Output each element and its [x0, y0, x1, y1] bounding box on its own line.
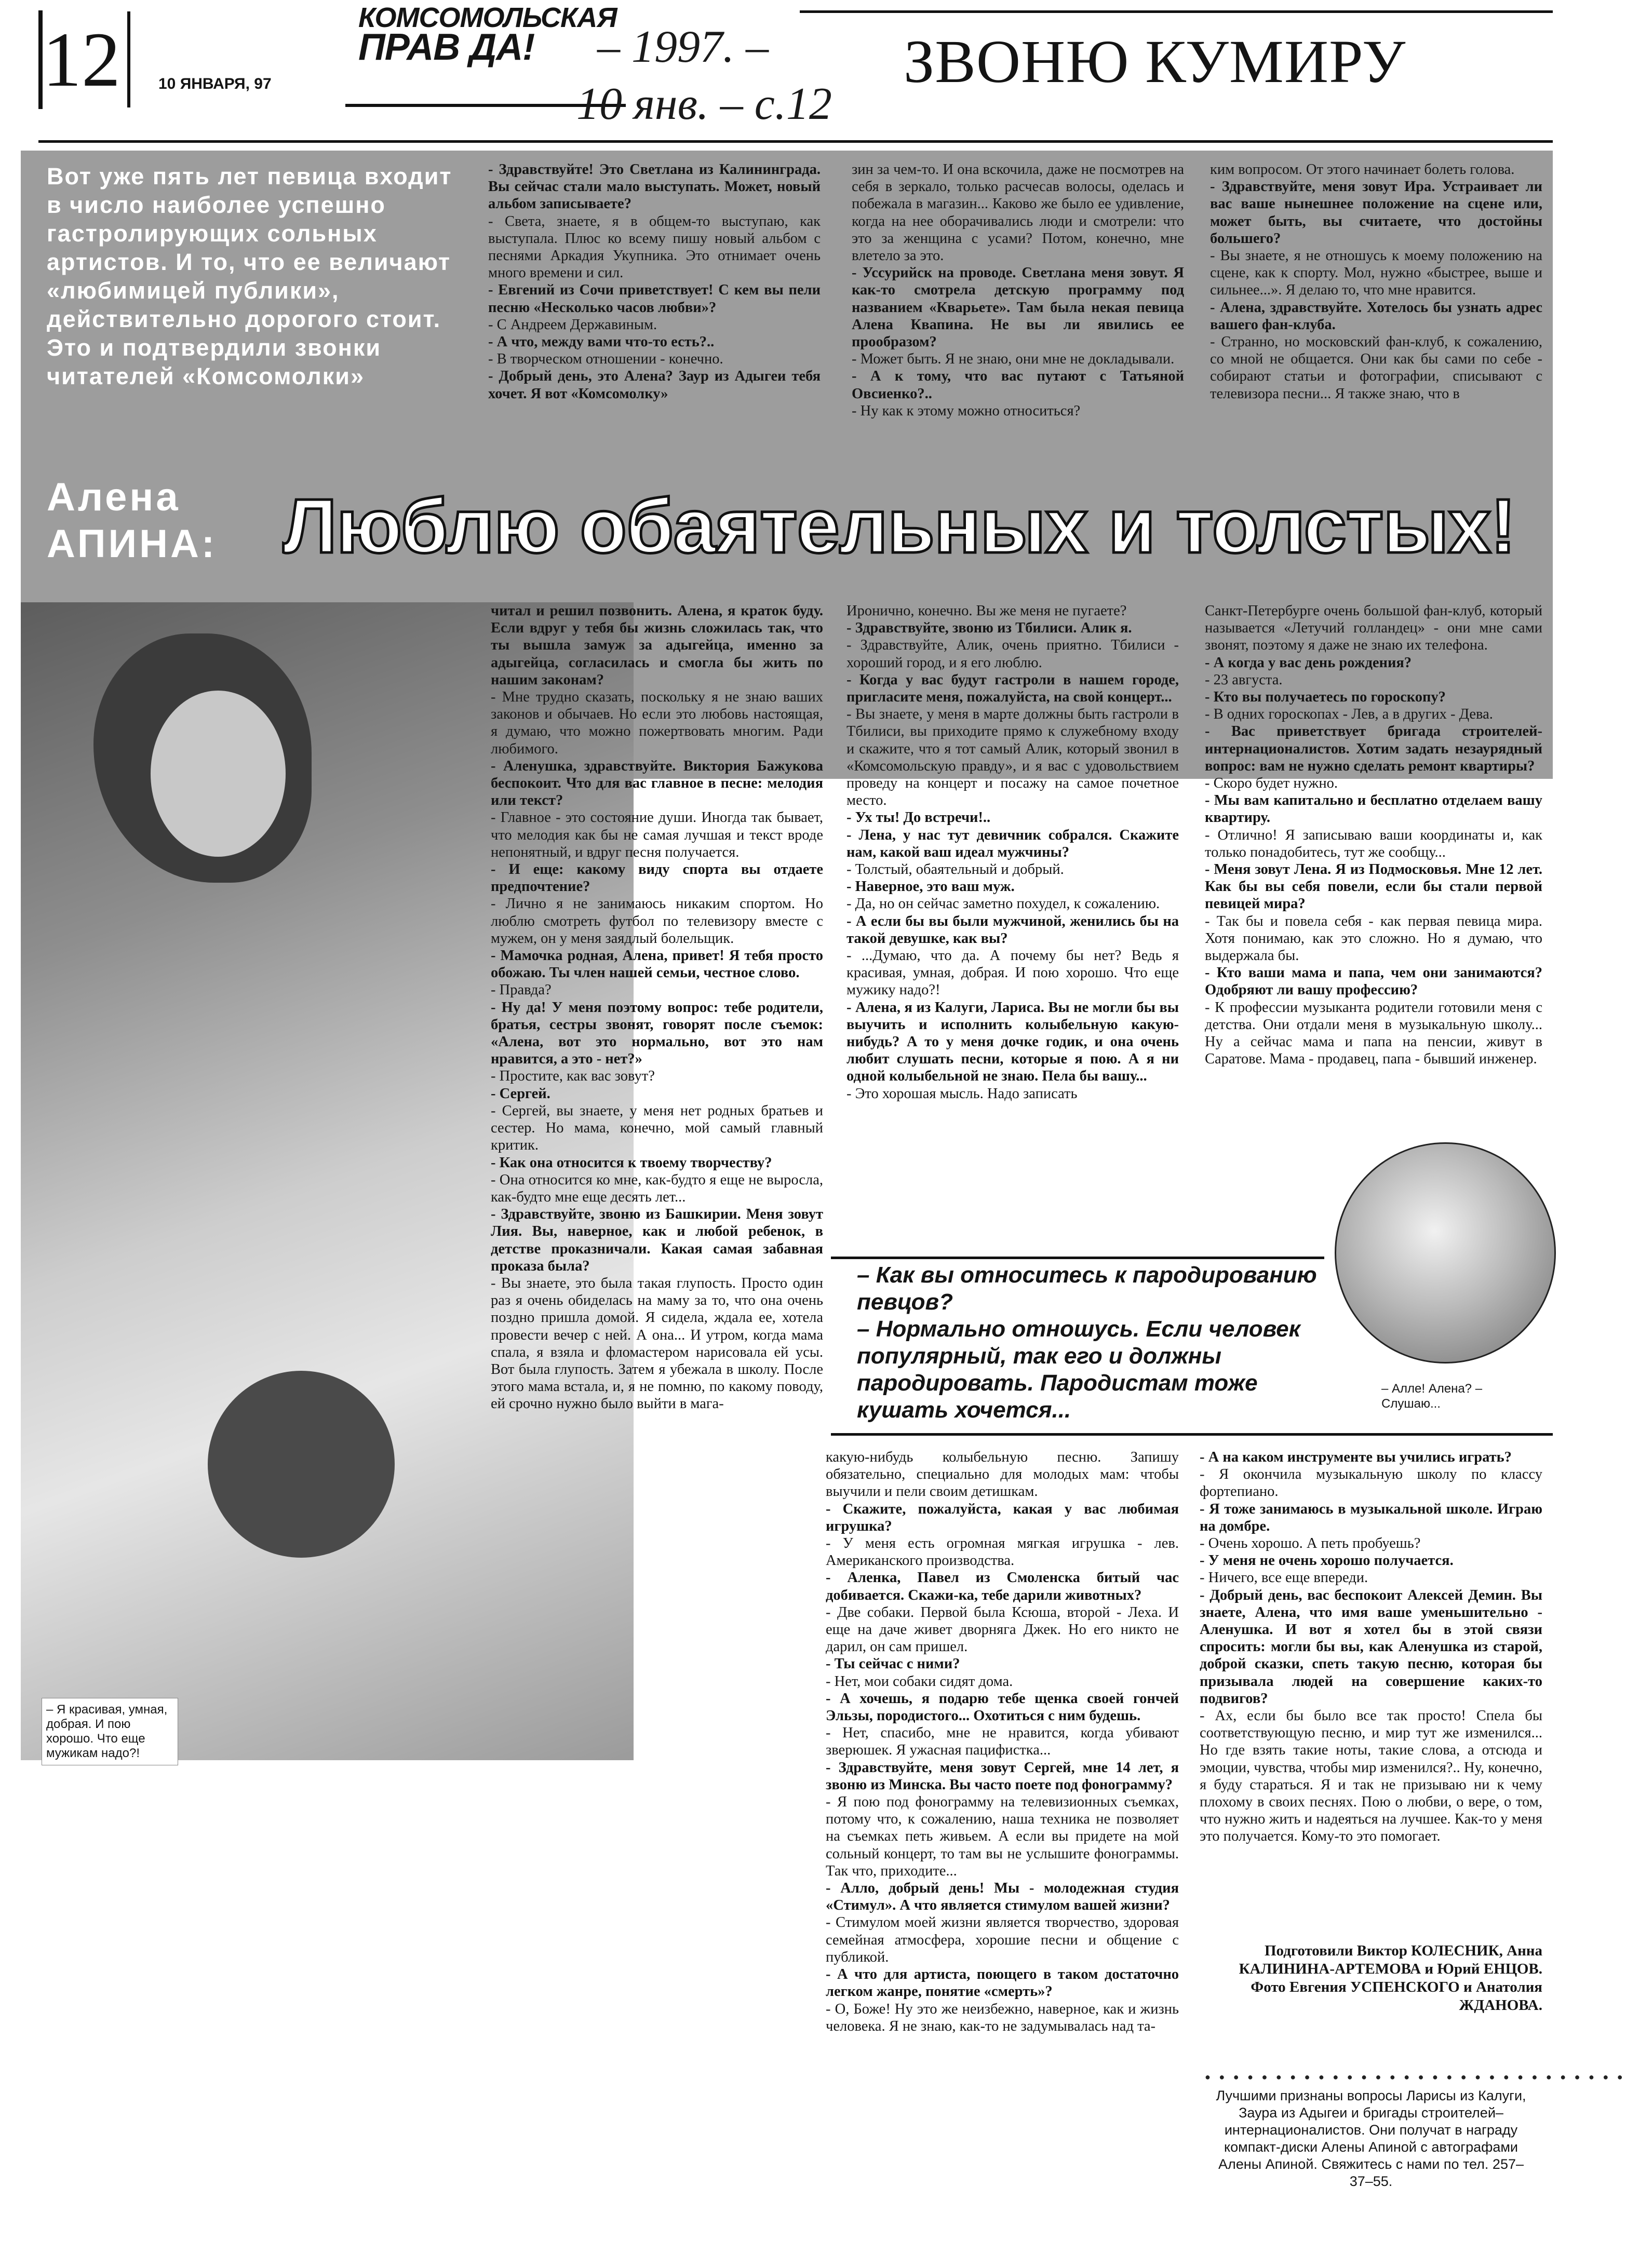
- interviewee-last-name: АПИНА:: [47, 522, 218, 566]
- headline: Люблю обаятельных и толстых!: [283, 483, 1516, 569]
- rubric-rule-top: [800, 10, 1553, 13]
- photo-toy-shape: [208, 1371, 395, 1558]
- credits: Подготовили Виктор КОЛЕСНИК, Анна КАЛИНИНА-АРТЕМОВА и Юрий ЕНЦОВ. Фото Евгения УСПЕНСКОГО и Анатолия ЖДАНОВА.: [1239, 1942, 1542, 2014]
- column-mid-3: Санкт-Петербурге очень большой фан-клуб, который называется «Летучий голландец» - они мне сами звонят, поэтому я даже не знаю их телефона. - А когда у вас день рождения? - 23 августа. - Кто вы получаетесь по гороскопу? - В одних гороскопах - Лев, а в других - Дева. - Вас приветствует бригада строителей-интернационалистов. Хотим задать незаурядный вопрос: вам не нужно сделать ремонт квартиры? - Скоро будет нужно. - Мы вам капитально и бесплатно отделаем вашу квартиру. - Отлично! Я записываю ваши координаты и, как только понадобитесь, тут же сообщу... - Меня зовут Лена. Я из Подмосковья. Мне 12 лет. Как бы вы себя повели, если бы стали первой певицей мира? - Так бы и повела себя - как первая певица мира. Хотя понимаю, как это сложно. Но я думаю, что выдержала бы. - Кто ваши мама и папа, чем они занимаются? Одобряют ли вашу профессию? - К профессии музыканта родители готовили меня с детства. Они отдали меня в музыкальную школу... Ну а сейчас мама и папа на пенсии, живут в Саратове. Мама - продавец, папа - бывший инженер.: [1205, 603, 1542, 1068]
- interviewee-first-name: Алена: [47, 475, 181, 519]
- pullquote-rule-bottom: [831, 1433, 1553, 1436]
- masthead-logo: [358, 2, 617, 68]
- photo-caption: – Я красивая, умная, добрая. И пою хорошо. Что еще мужикам надо?!: [42, 1698, 178, 1765]
- handwritten-page-ref: 10 янв. – с.12: [576, 79, 832, 129]
- phone-caption: – Алле! Алена? – Слушаю...: [1381, 1382, 1483, 1411]
- pullquote: – Как вы относитесь к пародированию певцов? – Нормально отношусь. Если человек популярный, так его и должны пародировать. Пародистам тоже кушать хочется...: [857, 1262, 1317, 1423]
- handwritten-year: – 1997. –: [597, 22, 769, 72]
- column-mid-2: Иронично, конечно. Вы же меня не пугаете? - Здравствуйте, звоню из Тбилиси. Алик я. - Здравствуйте, Алик, очень приятно. Тбилиси - хороший город, и я его люблю. - Когда у вас будут гастроли в нашем городе, пригласите меня, пожалуйста, на свой концерт... - Вы знаете, у меня в марте должны быть гастроли в Тбилиси, вы приходите прямо к служебному входу и скажите, что я тот самый Алик, который звонил в «Комсомольскую правду», и я вас с удовольствием проведу на концерт и посажу на самое почетное место. - Ух ты! До встречи!.. - Лена, у нас тут девичник собрался. Скажите нам, какой ваш идеал мужчины? - Толстый, обаятельный и добрый. - Наверное, это ваш муж. - Да, но он сейчас заметно похудел, к сожалению. - А если бы вы были мужчиной, женились бы на такой девушке, как вы? - ...Думаю, что да. А почему бы нет? Ведь я красивая, умная, добрая. И пою хорошо. Что еще мужику надо?! - Алена, я из Калуги, Лариса. Вы не могли бы вы выучить и исполнить колыбельную какую-нибудь? А то у меня дочке годик, и она очень любит слушать песни, которые я пою. А я ни одной колыбельной не знаю. Пела бы вашу... - Это хорошая мысль. Надо записать: [846, 603, 1179, 1102]
- issue-date: 10 ЯНВАРЯ, 97: [158, 75, 272, 92]
- phone-photo: [1335, 1142, 1556, 1364]
- masthead-top: КОМСОМОЛЬСКАЯ: [358, 2, 617, 33]
- header-rule-mid: [127, 11, 130, 107]
- promo-box: Лучшими признаны вопросы Ларисы из Калуги, Заура из Адыгеи и бригады строителей–интернационалистов. Они получат в награду компакт-диски Алены Апиной с автографами Алены Апиной. Свяжитесь с нами по тел. 257–37–55.: [1216, 2088, 1526, 2189]
- column-top-2: зин за чем-то. И она вскочила, даже не посмотрев на себя в зеркало, только расчесав волосы, оделась и побежала в магазин... Каково же было ее удивление, когда на нее оборачивались люди и смотрели: что это за женщина с усами? Потом, конечно, мне влетело за это. - Уссурийск на проводе. Светлана меня зовут. Я как-то смотрела детскую программу под названием «Кварьете». Там была некая певица Алена Квапина. Не вы ли явились ее прообразом? - Может быть. Я не знаю, они мне не докладывали. - А к тому, что вас путают с Татьяной Овсиенко?.. - Ну как к этому можно относиться?: [852, 161, 1184, 419]
- rubric-title: ЗВОНЮ КУМИРУ: [904, 28, 1406, 96]
- column-bottom-3: - А на каком инструменте вы учились играть? - Я окончила музыкальную школу по классу фортепиано. - Я тоже занимаюсь в музыкальной школе. Играю на домбре. - Очень хорошо. А петь пробуешь? - У меня не очень хорошо получается. - Ничего, все еще впереди. - Добрый день, вас беспокоит Алексей Демин. Вы знаете, Алена, что имя ваше уменьшительно - Аленушка. И вот я хотел бы в этой связи спросить: могли бы вы, как Аленушка из старой, доброй сказки, спеть такую песню, которая бы призывала людей на совершение каких-то подвигов? - Ах, если бы было все так просто! Спела бы соответствующую песню, и мир тут же изменился... Но где взять такие ноты, такие слова, а отсюда и эмоции, чувства, чтобы мир изменился?.. Ну, конечно, я буду стараться. Я и так не призываю ни к чему плохому в своих песнях. Пою о любви, о вере, о том, что нужно жить и надеяться на лучшее. Как-то у меня это получается. Кому-то это помогает.: [1200, 1449, 1542, 1845]
- lede-text: Вот уже пять лет певица входит в число наиболее успешно гастролирующих сольных артистов. И то, что ее величают «любимицей публики», действительно дорогого стоит. Это и подтвердили звонки читателей «Комсомолки»: [47, 163, 452, 389]
- photo-face-shape: [151, 691, 286, 857]
- header-rule-left: [38, 10, 43, 109]
- page-number: 12: [43, 17, 120, 103]
- column-bottom-2: какую-нибудь колыбельную песню. Запишу обязательно, специально для молодых мам: чтобы выучили и пели своим детишкам. - Скажите, пожалуйста, какая у вас любимая игрушка? - У меня есть огромная мягкая игрушка - лев. Американского производства. - Аленка, Павел из Смоленска битый час добивается. Скажи-ка, тебе дарили животных? - Две собаки. Первой была Ксюша, второй - Леха. И еще на даче живет дворняга Джек. Но его никто не дарил, он сам пришел. - Ты сейчас с ними? - Нет, мои собаки сидят дома. - А хочешь, я подарю тебе щенка своей гончей Эльзы, породистого... Охотиться с ним будешь. - Нет, спасибо, мне не нравится, когда убивают зверюшек. Я ужасная пацифистка... - Здравствуйте, меня зовут Сергей, мне 14 лет, я звоню из Минска. Вы часто поете под фонограмму? - Я пою под фонограмму на телевизионных съемках, потому что, к сожалению, наша техника не позволяет на съемках петь живьем. А если вы придете на мой сольный концерт, то там вы не услышите фонограммы. Так что, приходите... - Алло, добрый день! Мы - молодежная студия «Стимул». А что является стимулом вашей жизни? - Стимулом моей жизни является творчество, здоровая семейная атмосфера, хорошие песни и общение с публикой. - А что для артиста, поющего в таком достаточно легком жанре, понятие «смерть»? - О, Боже! Ну это же неизбежно, наверное, как и жизнь человека. Я не знаю, как-то не задумывалась над та-: [826, 1449, 1179, 2034]
- pullquote-rule-top: [831, 1257, 1324, 1259]
- header-bottom-rule: [38, 140, 1553, 143]
- column-mid-1: читал и решил позвонить. Алена, я краток буду. Если вдруг у тебя бы жизнь сложилась так, что ты вышла замуж за адыгейца, именно за адыгейца, согласилась и смогла бы жить по нашим законам? - Мне трудно сказать, поскольку я не знаю ваших законов и обычаев. Но если это любовь настоящая, я думаю, что можно пожертвовать многим. Ради любимого. - Аленушка, здравствуйте. Виктория Бажукова беспокоит. Что для вас главное в песне: мелодия или текст? - Главное - это состояние души. Иногда так бывает, что мелодия как бы не самая лучшая и текст вроде непонятный, и вдруг песня получается. - И еще: какому виду спорта вы отдаете предпочтение? - Лично я не занимаюсь никаким спортом. Но люблю смотреть футбол по телевизору вместе с мужем, он у меня заядлый болельщик. - Мамочка родная, Алена, привет! Я тебя просто обожаю. Ты член нашей семьи, честное слово. - Правда? - Ну да! У меня поэтому вопрос: тебе родители, братья, сестры звонят, говорят после съемок: «Алена, вот это нормально, вот это нам нравится, а это - нет?» - Простите, как вас зовут? - Сергей. - Сергей, вы знаете, у меня нет родных братьев и сестер. Но мама, конечно, мой самый главный критик. - Как она относится к твоему творчеству? - Она относится ко мне, как-будто я еще не выросла, как-будто мне еще десять лет... - Здравствуйте, звоню из Башкирии. Меня зовут Лия. Вы, наверное, как и любой ребенок, в детстве проказничали. Какая самая забавная проказа была? - Вы знаете, это была такая глупость. Просто один раз я очень обиделась на маму за то, что она очень поздно пришла домой. Я сидела, ждала ее, хотела провести вечер с ней. А она... И утром, когда мама спала, я взяла и фломастером нарисовала ей усы. Вот была глупость. Затем я убежала в школу. После этого мама встала, и, я не помню, по какому поводу, ей срочно нужно было выйти в мага-: [491, 603, 823, 1412]
- masthead-bottom: ПРАВ ДА!: [358, 26, 535, 68]
- column-top-3: ким вопросом. От этого начинает болеть голова. - Здравствуйте, меня зовут Ира. Устраивает ли вас ваше нынешнее положение на сцене или, может быть, вы считаете, что достойны большего? - Вы знаете, я не отношусь к моему положению на сцене, как к спорту. Мол, нужно «быстрее, выше и сильнее...». Я делаю то, что мне нравится. - Алена, здравствуйте. Хотелось бы узнать адрес вашего фан-клуба. - Странно, но московский фан-клуб, к сожалению, со мной не общается. Они как бы сами по себе - собирают статьи и фотографии, списывают с телевизора песни... Я также знаю, что в: [1210, 161, 1542, 402]
- column-top-1: - Здравствуйте! Это Светлана из Калининграда. Вы сейчас стали мало выступать. Может, новый альбом записываете? - Света, знаете, я в общем-то выступаю, как выступала. Плюс ко всему пишу новый альбом с песнями Аркадия Укупника. Это отнимает очень много времени и сил. - Евгений из Сочи приветствует! С кем вы пели песню «Несколько часов любви»? - С Андреем Державиным. - А что, между вами что-то есть?.. - В творческом отношении - конечно. - Добрый день, это Алена? Заур из Адыгеи тебя хочет. Я вот «Комсомолку»: [488, 161, 821, 402]
- promo-divider: ● ● ● ● ● ● ● ● ● ● ● ● ● ● ● ● ● ● ● ● ● ● ● ● ● ● ● ● ● ●: [1205, 2072, 1626, 2082]
